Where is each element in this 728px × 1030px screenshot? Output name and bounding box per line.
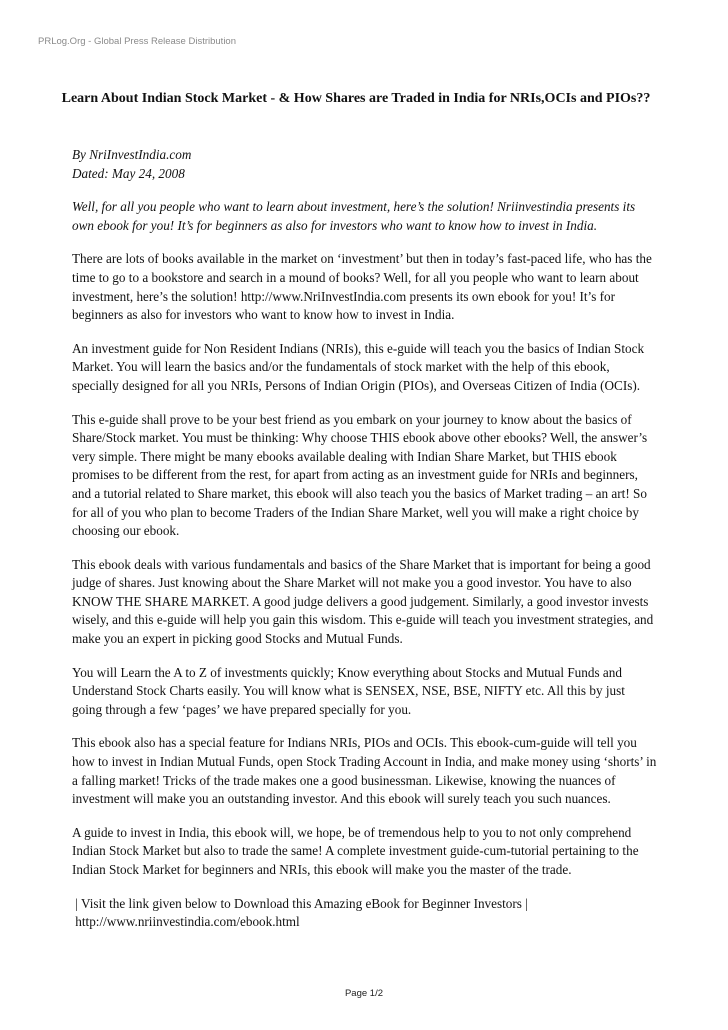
body-paragraph: This e-guide shall prove to be your best friend as you embark on your journey to know about the basics of Share/Stock market. You must be thinking: Why choose THIS ebook above other ebooks? Well, the answer’s very simple. There might be many ebooks available dealing with Indian Share Market, but THIS ebook promises to be different from the rest, for apart from acting as an investment guide for NRIs and beginners, and a tutorial related to Share market, this ebook will also teach you the basics of Market trading – an art! So for all of you who plan to become Traders of the Indian Share Market, well you will make a right choice by choosing our ebook. xyxy=(72,411,648,539)
summary-paragraph: Well, for all you people who want to learn about investment, here’s the solution! Nriinvestindia presents its own ebook for you! It’s for beginners as also for investors who want to know how to invest in India. xyxy=(72,199,636,233)
download-notice-text: | Visit the link given below to Download this Amazing eBook for Beginner Investors | xyxy=(72,895,528,911)
dateline: Dated: May 24, 2008 xyxy=(72,165,185,181)
body-paragraph: This ebook deals with various fundamentals and basics of the Share Market that is important for being a good judge of shares. Just knowing about the Share Market will not make you a good investor. You have to also KNOW THE SHARE MARKET. A good judge delivers a good judgement. Similarly, a good investor invests wisely, and this e-guide will help you gain this wisdom. This e-guide will teach you investment strategies, and make you an expert in picking good Stocks and Mutual Funds. xyxy=(72,556,654,647)
ebook-link[interactable]: http://www.nriinvestindia.com/ebook.html xyxy=(72,914,300,930)
body-paragraph: There are lots of books available in the market on ‘investment’ but then in today’s fast-paced life, who has the time to go to a bookstore and search in a mound of books? Well, for all you people who want to learn about investment, here’s the solution! http://www.NriInvestIndia.com presents its own ebook for you! It’s for beginners as also for investors who want to know how to invest in India. xyxy=(72,251,652,323)
body-paragraph: You will Learn the A to Z of investments quickly; Know everything about Stocks and Mutual Funds and Understand Stock Charts easily. You will know what is SENSEX, NSE, BSE, NIFTY etc. All this by just going through a few ‘pages’ we have prepared specially for you. xyxy=(72,664,625,717)
article-meta xyxy=(72,146,658,183)
byline: By NriInvestIndia.com xyxy=(72,147,192,162)
body-paragraph: A guide to invest in India, this ebook will, we hope, be of tremendous help to you to not only comprehend Indian Stock Market but also to trade the same! A complete investment guide-cum-tutorial pertaining to the Indian Stock Market for beginners and NRIs, this ebook will make you the master of the trade. xyxy=(72,824,639,877)
download-notice xyxy=(72,895,658,932)
article-body xyxy=(72,146,658,947)
article-title: Learn About Indian Stock Market - & How Shares are Traded in India for NRIs,OCIs and PIOs?? xyxy=(61,91,651,106)
body-paragraph: This ebook also has a special feature for Indians NRIs, PIOs and OCIs. This ebook-cum-guide will tell you how to invest in Indian Mutual Funds, open Stock Trading Account in India, and make money using ‘shorts’ in a falling market! Tricks of the trade makes one a good businessman. Likewise, knowing the nuances of investment will make you an outstanding investor. And this ebook will surely teach you such nuances. xyxy=(72,735,657,807)
body-paragraph: An investment guide for Non Resident Indians (NRIs), this e-guide will teach you the basics of Indian Stock Market. You will learn the basics and/or the fundamentals of stock market with the help of this ebook, specially designed for all you NRIs, Persons of Indian Origin (PIOs), and Overseas Citizen of India (OCIs). xyxy=(72,340,645,393)
page-number: Page 1/2 xyxy=(344,988,384,999)
page-header: PRLog.Org - Global Press Release Distribution xyxy=(38,36,237,47)
